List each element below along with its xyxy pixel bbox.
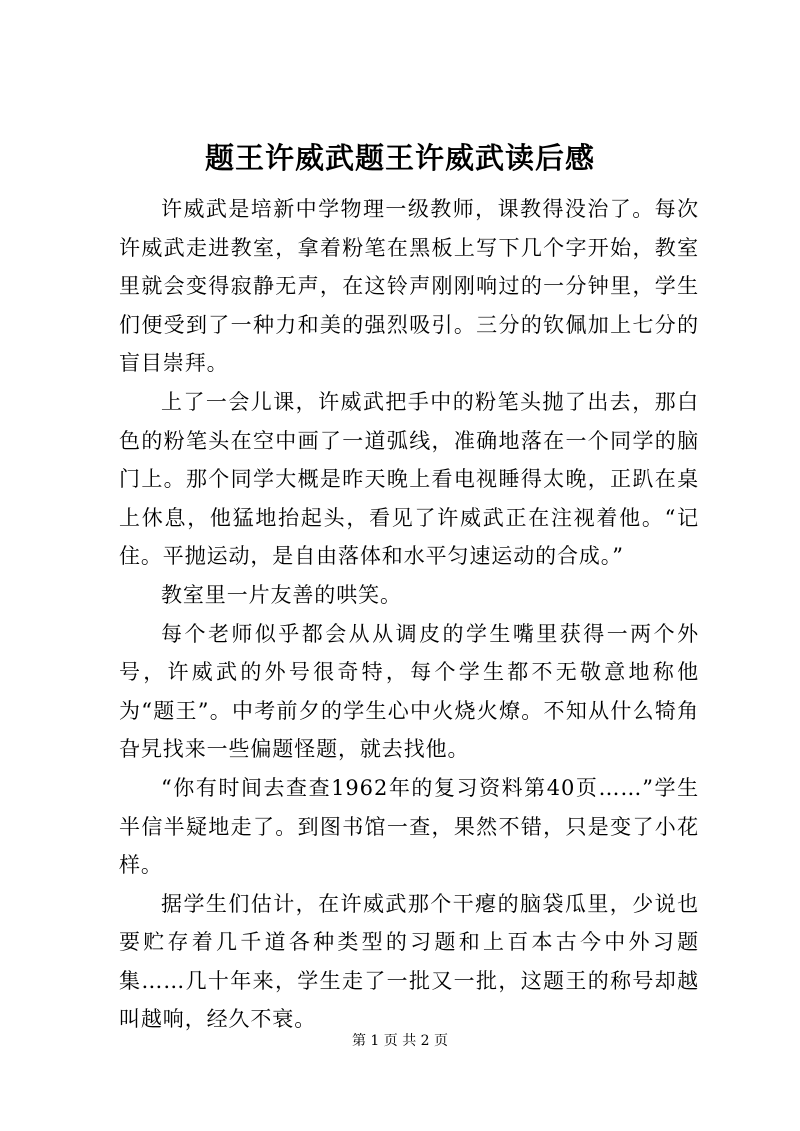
document-body <box>119 190 699 1039</box>
paragraph-3: 教室里一片友善的哄笑。 <box>161 582 402 607</box>
paragraph-5: “你有时间去查查1962年的复习资料第40页……”学生半信半疑地走了。到图书馆一查，果然不错，只是变了小花样。 <box>119 775 699 878</box>
page-number-footer: 第 1 页 共 2 页 <box>351 1033 449 1049</box>
paragraph-2: 上了一会儿课，许威武把手中的粉笔头抛了出去，那白色的粉笔头在空中画了一道弧线，准确地落在一个同学的脑门上。那个同学大概是昨天晚上看电视睡得太晚，正趴在桌上休息，他猛地抬起头，看见了许威武正在注视着他。“记住。平抛运动，是自由落体和水平匀速运动的合成。” <box>119 389 699 569</box>
document-title: 题王许威武题王许威武读后感 <box>204 141 595 175</box>
paragraph-4: 每个老师似乎都会从从调皮的学生嘴里获得一两个外号，许威武的外号很奇特，每个学生都不无敬意地称他为“题王”。中考前夕的学生心中火烧火燎。不知从什么犄角旮旯找来一些偏题怪题，就去找他。 <box>119 621 699 762</box>
paragraph-1: 许威武是培新中学物理一级教师，课教得没治了。每次许威武走进教室，拿着粉笔在黑板上写下几个字开始，教室里就会变得寂静无声，在这铃声刚刚响过的一分钟里，学生们便受到了一种力和美的强烈吸引。三分的钦佩加上七分的盲目崇拜。 <box>119 197 699 376</box>
paragraph-6: 据学生们估计，在许威武那个干瘪的脑袋瓜里，少说也要贮存着几千道各种类型的习题和上百本古今中外习题集……几十年来，学生走了一批又一批，这题王的称号却越叫越响，经久不衰。 <box>119 891 699 1032</box>
